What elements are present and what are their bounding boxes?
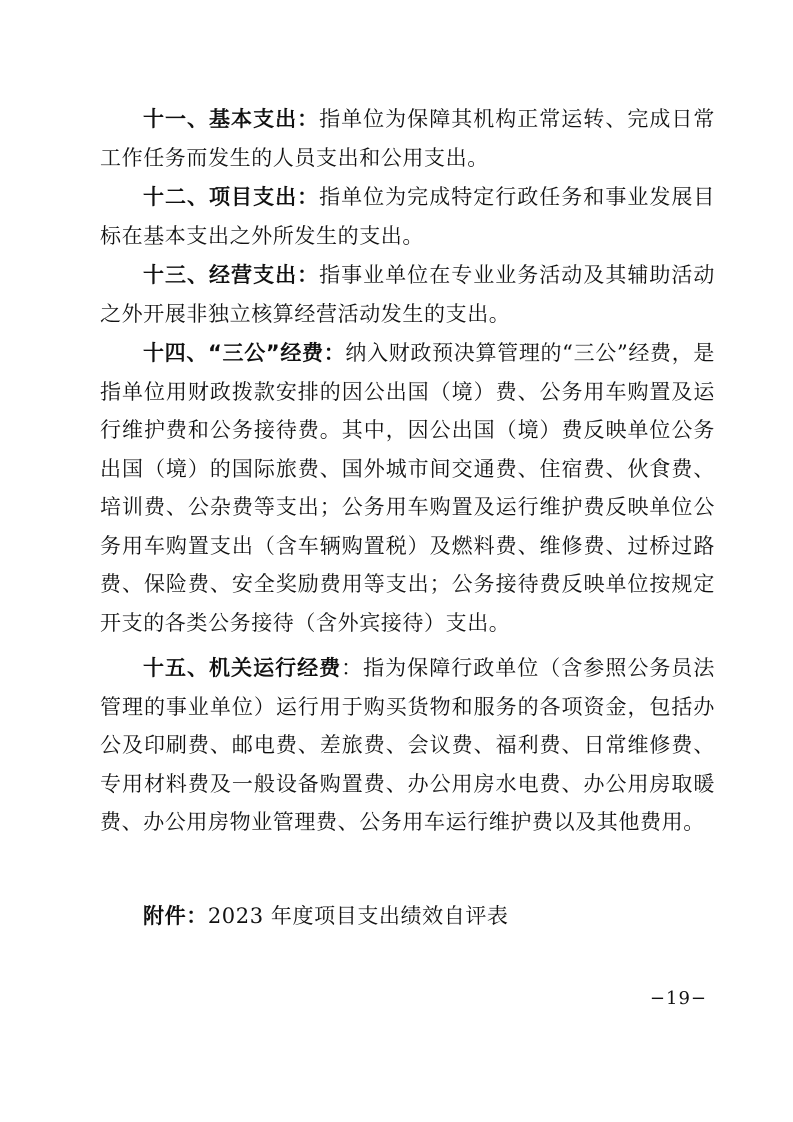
definition-text: ：指为保障行政单位（含参照公务员法管理的事业单位）运行用于购买货物和服务的各项资金，包括办公及印刷费、邮电费、差旅费、会议费、福利费、日常维修费、专用材料费及一般设备购置费、办公用房水电费、办公用房取暖费、办公用房物业管理费、公务用车运行维护费以及其他费用。 — [100, 656, 715, 834]
definition-agency-operating-expenses — [100, 649, 715, 842]
attachment-label: 附件： — [143, 904, 208, 928]
definition-project-expenditure — [100, 178, 715, 255]
definition-text: 指事业单位在专业业务活动及其辅助活动之外开展非独立核算经营活动发生的支出。 — [100, 263, 715, 326]
definition-term: 十二、项目支出： — [143, 185, 320, 209]
definition-term: 十三、经营支出： — [143, 263, 320, 287]
definition-operating-expenditure — [100, 256, 715, 333]
page-number: −19− — [649, 988, 707, 1009]
definition-text: 纳入财政预决算管理的“三公”经费，是指单位用财政拨款安排的因公出国（境）费、公务用车购置及运行维护费和公务接待费。其中，因公出国（境）费反映单位公务出国（境）的国际旅费、国外城市间交通费、住宿费、伙食费、培训费、公杂费等支出；公务用车购置及运行维护费反映单位公务用车购置支出（含车辆购置税）及燃料费、维修费、过桥过路费、保险费、安全奖励费用等支出；公务接待费反映单位按规定开支的各类公务接待（含外宾接待）支出。 — [100, 341, 715, 635]
definition-term: 十四、“三公”经费： — [143, 341, 346, 365]
definition-term: 十五、机关运行经费 — [143, 656, 342, 680]
definition-basic-expenditure — [100, 100, 715, 177]
definition-text: 指单位为保障其机构正常运转、完成日常工作任务而发生的人员支出和公用支出。 — [100, 107, 715, 170]
attachment-line — [143, 897, 509, 935]
definition-term: 十一、基本支出： — [143, 107, 320, 131]
definition-text: 指单位为完成特定行政任务和事业发展目标在基本支出之外所发生的支出。 — [100, 185, 715, 248]
definition-three-public-expenses — [100, 334, 715, 642]
attachment-title: 2023 年度项目支出绩效自评表 — [207, 904, 509, 928]
